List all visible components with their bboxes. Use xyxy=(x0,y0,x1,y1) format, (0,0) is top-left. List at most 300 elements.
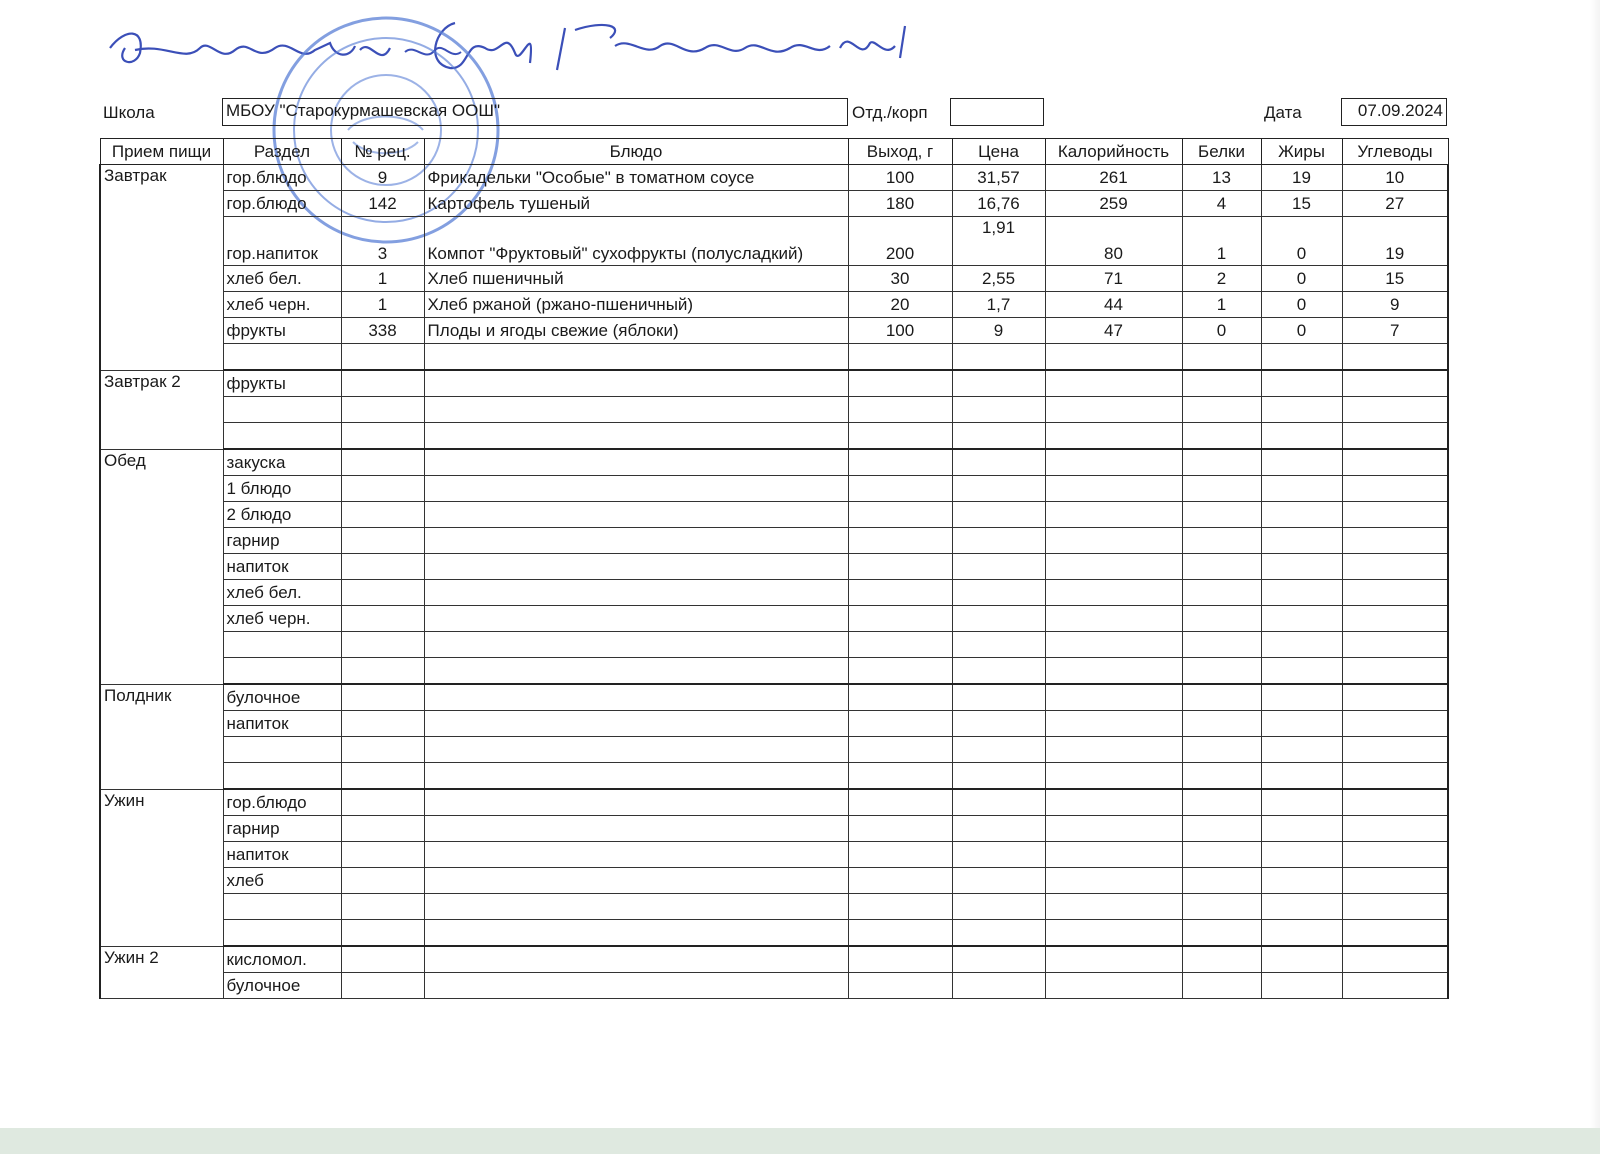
protein-cell xyxy=(1182,946,1261,973)
carbs-cell xyxy=(1342,344,1448,371)
section-cell: 2 блюдо xyxy=(223,502,341,528)
dept-field[interactable] xyxy=(950,98,1044,126)
yield-cell xyxy=(848,632,952,658)
protein-cell xyxy=(1182,423,1261,450)
fat-cell xyxy=(1261,606,1342,632)
recipe-cell: 9 xyxy=(341,165,424,191)
kcal-cell xyxy=(1045,502,1182,528)
kcal-cell xyxy=(1045,449,1182,476)
yield-cell: 100 xyxy=(848,165,952,191)
yield-cell xyxy=(848,397,952,423)
meal-name: Завтрак xyxy=(100,165,223,371)
dish-cell xyxy=(424,528,848,554)
recipe-cell: 1 xyxy=(341,266,424,292)
fat-cell xyxy=(1261,973,1342,999)
carbs-cell xyxy=(1342,528,1448,554)
protein-cell xyxy=(1182,920,1261,947)
yield-cell xyxy=(848,658,952,685)
section-cell: булочное xyxy=(223,684,341,711)
kcal-cell xyxy=(1045,711,1182,737)
kcal-cell xyxy=(1045,344,1182,371)
dish-cell xyxy=(424,449,848,476)
recipe-cell xyxy=(341,868,424,894)
dish-cell xyxy=(424,580,848,606)
fat-cell xyxy=(1261,816,1342,842)
table-row xyxy=(100,737,1448,763)
dish-cell xyxy=(424,894,848,920)
yield-cell: 20 xyxy=(848,292,952,318)
recipe-cell xyxy=(341,816,424,842)
col-header-recipe: № рец. xyxy=(341,139,424,165)
dish-cell xyxy=(424,816,848,842)
price-cell: 31,57 xyxy=(952,165,1045,191)
fat-cell xyxy=(1261,632,1342,658)
table-row xyxy=(100,397,1448,423)
kcal-cell xyxy=(1045,476,1182,502)
fat-cell xyxy=(1261,868,1342,894)
yield-cell xyxy=(848,370,952,397)
carbs-cell xyxy=(1342,711,1448,737)
meal-name: Завтрак 2 xyxy=(100,370,223,449)
dish-cell xyxy=(424,684,848,711)
section-cell: булочное xyxy=(223,973,341,999)
carbs-cell xyxy=(1342,894,1448,920)
dish-cell: Картофель тушеный xyxy=(424,191,848,217)
recipe-cell xyxy=(341,737,424,763)
yield-cell xyxy=(848,816,952,842)
fat-cell xyxy=(1261,397,1342,423)
section-cell xyxy=(223,397,341,423)
recipe-cell xyxy=(341,502,424,528)
fat-cell xyxy=(1261,737,1342,763)
col-header-fat: Жиры xyxy=(1261,139,1342,165)
dept-label: Отд./корп xyxy=(852,103,928,122)
date-label: Дата xyxy=(1264,103,1302,122)
table-row xyxy=(100,165,1448,191)
recipe-cell xyxy=(341,842,424,868)
yield-cell xyxy=(848,423,952,450)
protein-cell: 13 xyxy=(1182,165,1261,191)
recipe-cell xyxy=(341,397,424,423)
carbs-cell xyxy=(1342,842,1448,868)
fat-cell xyxy=(1261,920,1342,947)
dish-cell xyxy=(424,423,848,450)
table-row xyxy=(100,606,1448,632)
section-cell xyxy=(223,920,341,947)
yield-cell xyxy=(848,973,952,999)
recipe-cell xyxy=(341,632,424,658)
carbs-cell xyxy=(1342,554,1448,580)
fat-cell xyxy=(1261,476,1342,502)
table-row xyxy=(100,816,1448,842)
protein-cell xyxy=(1182,894,1261,920)
section-cell: фрукты xyxy=(223,370,341,397)
protein-cell xyxy=(1182,397,1261,423)
yield-cell xyxy=(848,737,952,763)
dish-cell xyxy=(424,476,848,502)
dish-cell xyxy=(424,789,848,816)
protein-cell xyxy=(1182,502,1261,528)
protein-cell xyxy=(1182,816,1261,842)
yield-cell xyxy=(848,946,952,973)
fat-cell xyxy=(1261,894,1342,920)
yield-cell xyxy=(848,868,952,894)
kcal-cell xyxy=(1045,423,1182,450)
table-row xyxy=(100,476,1448,502)
menu-table xyxy=(99,138,1449,999)
col-header-kcal: Калорийность xyxy=(1045,139,1182,165)
col-header-dish: Блюдо xyxy=(424,139,848,165)
carbs-cell xyxy=(1342,397,1448,423)
price-cell xyxy=(952,397,1045,423)
protein-cell: 4 xyxy=(1182,191,1261,217)
carbs-cell xyxy=(1342,946,1448,973)
yield-cell: 180 xyxy=(848,191,952,217)
carbs-cell: 10 xyxy=(1342,165,1448,191)
fat-cell xyxy=(1261,528,1342,554)
yield-cell: 200 xyxy=(848,217,952,266)
fat-cell xyxy=(1261,789,1342,816)
meal-name: Ужин 2 xyxy=(100,946,223,999)
yield-cell xyxy=(848,580,952,606)
col-header-protein: Белки xyxy=(1182,139,1261,165)
carbs-cell xyxy=(1342,449,1448,476)
director-signature xyxy=(105,8,925,88)
fat-cell xyxy=(1261,423,1342,450)
carbs-cell: 9 xyxy=(1342,292,1448,318)
protein-cell: 1 xyxy=(1182,292,1261,318)
recipe-cell xyxy=(341,789,424,816)
kcal-cell xyxy=(1045,763,1182,790)
section-cell: гор.блюдо xyxy=(223,191,341,217)
carbs-cell xyxy=(1342,606,1448,632)
kcal-cell xyxy=(1045,789,1182,816)
table-row xyxy=(100,711,1448,737)
dish-cell: Хлеб ржаной (ржано-пшеничный) xyxy=(424,292,848,318)
recipe-cell xyxy=(341,711,424,737)
kcal-cell xyxy=(1045,370,1182,397)
carbs-cell xyxy=(1342,789,1448,816)
kcal-cell: 261 xyxy=(1045,165,1182,191)
section-cell: напиток xyxy=(223,711,341,737)
price-cell xyxy=(952,894,1045,920)
carbs-cell: 7 xyxy=(1342,318,1448,344)
yield-cell xyxy=(848,554,952,580)
recipe-cell xyxy=(341,684,424,711)
yield-cell: 30 xyxy=(848,266,952,292)
fat-cell xyxy=(1261,842,1342,868)
price-cell xyxy=(952,632,1045,658)
recipe-cell xyxy=(341,920,424,947)
section-cell: закуска xyxy=(223,449,341,476)
protein-cell xyxy=(1182,632,1261,658)
dish-cell: Хлеб пшеничный xyxy=(424,266,848,292)
fat-cell xyxy=(1261,763,1342,790)
price-cell xyxy=(952,868,1045,894)
yield-cell xyxy=(848,763,952,790)
fat-cell xyxy=(1261,711,1342,737)
table-row xyxy=(100,763,1448,790)
price-cell xyxy=(952,658,1045,685)
table-row xyxy=(100,554,1448,580)
protein-cell xyxy=(1182,449,1261,476)
price-cell: 1,7 xyxy=(952,292,1045,318)
dish-cell xyxy=(424,711,848,737)
dish-cell xyxy=(424,370,848,397)
price-cell xyxy=(952,528,1045,554)
yield-cell xyxy=(848,476,952,502)
recipe-cell xyxy=(341,973,424,999)
section-cell xyxy=(223,423,341,450)
section-cell: фрукты xyxy=(223,318,341,344)
fat-cell: 19 xyxy=(1261,165,1342,191)
scan-edge-bottom xyxy=(0,1128,1600,1154)
section-cell: хлеб бел. xyxy=(223,266,341,292)
kcal-cell: 259 xyxy=(1045,191,1182,217)
price-cell xyxy=(952,973,1045,999)
kcal-cell xyxy=(1045,946,1182,973)
carbs-cell xyxy=(1342,973,1448,999)
table-row xyxy=(100,423,1448,450)
recipe-cell xyxy=(341,658,424,685)
yield-cell xyxy=(848,528,952,554)
section-cell xyxy=(223,737,341,763)
carbs-cell xyxy=(1342,868,1448,894)
dish-cell: Плоды и ягоды свежие (яблоки) xyxy=(424,318,848,344)
empty-meal-groups xyxy=(100,370,1448,999)
fat-cell: 0 xyxy=(1261,266,1342,292)
protein-cell xyxy=(1182,476,1261,502)
col-header-yield: Выход, г xyxy=(848,139,952,165)
table-row xyxy=(100,684,1448,711)
price-cell xyxy=(952,580,1045,606)
dish-cell xyxy=(424,868,848,894)
fat-cell xyxy=(1261,580,1342,606)
recipe-cell xyxy=(341,476,424,502)
fat-cell xyxy=(1261,554,1342,580)
protein-cell xyxy=(1182,658,1261,685)
table-row xyxy=(100,502,1448,528)
table-header-row xyxy=(100,139,1448,165)
protein-cell xyxy=(1182,711,1261,737)
section-cell xyxy=(223,344,341,371)
fat-cell: 0 xyxy=(1261,217,1342,266)
table-row xyxy=(100,370,1448,397)
section-cell xyxy=(223,763,341,790)
dish-cell xyxy=(424,763,848,790)
recipe-cell: 3 xyxy=(341,217,424,266)
col-header-section: Раздел xyxy=(223,139,341,165)
dish-cell: Компот "Фруктовый" сухофрукты (полусладкий) xyxy=(424,217,848,266)
fat-cell xyxy=(1261,370,1342,397)
price-cell xyxy=(952,711,1045,737)
table-row xyxy=(100,842,1448,868)
carbs-cell xyxy=(1342,658,1448,685)
price-cell xyxy=(952,920,1045,947)
table-row xyxy=(100,580,1448,606)
recipe-cell xyxy=(341,528,424,554)
carbs-cell xyxy=(1342,423,1448,450)
yield-cell xyxy=(848,606,952,632)
table-row xyxy=(100,789,1448,816)
section-cell xyxy=(223,658,341,685)
carbs-cell xyxy=(1342,920,1448,947)
kcal-cell: 44 xyxy=(1045,292,1182,318)
dish-cell xyxy=(424,920,848,947)
section-cell: гор.блюдо xyxy=(223,789,341,816)
recipe-cell xyxy=(341,894,424,920)
dish-cell xyxy=(424,946,848,973)
carbs-cell xyxy=(1342,580,1448,606)
table-row xyxy=(100,920,1448,947)
price-cell xyxy=(952,476,1045,502)
protein-cell xyxy=(1182,370,1261,397)
date-field[interactable]: 07.09.2024 xyxy=(1341,98,1447,126)
table-row xyxy=(100,632,1448,658)
meal-name: Обед xyxy=(100,449,223,684)
scan-edge-right xyxy=(1590,0,1600,1154)
kcal-cell: 47 xyxy=(1045,318,1182,344)
yield-cell xyxy=(848,894,952,920)
recipe-cell xyxy=(341,554,424,580)
kcal-cell xyxy=(1045,894,1182,920)
price-cell xyxy=(952,370,1045,397)
protein-cell: 2 xyxy=(1182,266,1261,292)
protein-cell xyxy=(1182,842,1261,868)
kcal-cell xyxy=(1045,816,1182,842)
carbs-cell xyxy=(1342,816,1448,842)
fat-cell: 0 xyxy=(1261,292,1342,318)
fat-cell: 0 xyxy=(1261,318,1342,344)
carbs-cell: 15 xyxy=(1342,266,1448,292)
yield-cell xyxy=(848,344,952,371)
table-row xyxy=(100,266,1448,292)
kcal-cell xyxy=(1045,842,1182,868)
kcal-cell xyxy=(1045,737,1182,763)
kcal-cell xyxy=(1045,868,1182,894)
protein-cell xyxy=(1182,789,1261,816)
section-cell: гор.блюдо xyxy=(223,165,341,191)
recipe-cell: 1 xyxy=(341,292,424,318)
yield-cell xyxy=(848,684,952,711)
dish-cell xyxy=(424,344,848,371)
recipe-cell xyxy=(341,946,424,973)
dish-cell xyxy=(424,658,848,685)
price-cell xyxy=(952,684,1045,711)
protein-cell xyxy=(1182,868,1261,894)
kcal-cell xyxy=(1045,632,1182,658)
yield-cell xyxy=(848,711,952,737)
kcal-cell xyxy=(1045,920,1182,947)
price-cell xyxy=(952,502,1045,528)
dish-cell xyxy=(424,397,848,423)
section-cell: гор.напиток xyxy=(223,217,341,266)
table-row xyxy=(100,191,1448,217)
price-cell xyxy=(952,554,1045,580)
protein-cell xyxy=(1182,763,1261,790)
table-row xyxy=(100,868,1448,894)
carbs-cell xyxy=(1342,502,1448,528)
recipe-cell: 338 xyxy=(341,318,424,344)
recipe-cell xyxy=(341,344,424,371)
carbs-cell xyxy=(1342,763,1448,790)
protein-cell xyxy=(1182,580,1261,606)
protein-cell xyxy=(1182,684,1261,711)
protein-cell xyxy=(1182,737,1261,763)
price-cell xyxy=(952,842,1045,868)
kcal-cell: 71 xyxy=(1045,266,1182,292)
price-cell: 9 xyxy=(952,318,1045,344)
price-cell: 2,55 xyxy=(952,266,1045,292)
protein-cell xyxy=(1182,344,1261,371)
kcal-cell xyxy=(1045,580,1182,606)
meal-name: Ужин xyxy=(100,789,223,946)
dish-cell xyxy=(424,632,848,658)
fat-cell xyxy=(1261,946,1342,973)
yield-cell xyxy=(848,789,952,816)
school-label: Школа xyxy=(103,103,155,122)
dish-cell xyxy=(424,842,848,868)
price-cell xyxy=(952,816,1045,842)
protein-cell xyxy=(1182,973,1261,999)
recipe-cell: 142 xyxy=(341,191,424,217)
col-header-carbs: Углеводы xyxy=(1342,139,1448,165)
dish-cell: Фрикадельки "Особые" в томатном соусе xyxy=(424,165,848,191)
carbs-cell xyxy=(1342,632,1448,658)
price-cell xyxy=(952,763,1045,790)
section-cell: хлеб черн. xyxy=(223,606,341,632)
yield-cell xyxy=(848,502,952,528)
section-cell: кисломол. xyxy=(223,946,341,973)
table-row xyxy=(100,658,1448,685)
carbs-cell xyxy=(1342,476,1448,502)
section-cell: хлеб бел. xyxy=(223,580,341,606)
protein-cell: 0 xyxy=(1182,318,1261,344)
table-row xyxy=(100,217,1448,266)
dish-cell xyxy=(424,606,848,632)
fat-cell: 15 xyxy=(1261,191,1342,217)
dish-cell xyxy=(424,973,848,999)
fat-cell xyxy=(1261,658,1342,685)
kcal-cell xyxy=(1045,606,1182,632)
section-cell: гарнир xyxy=(223,816,341,842)
table-row xyxy=(100,449,1448,476)
yield-cell xyxy=(848,842,952,868)
kcal-cell xyxy=(1045,973,1182,999)
table-row xyxy=(100,973,1448,999)
col-header-price: Цена xyxy=(952,139,1045,165)
table-row xyxy=(100,318,1448,344)
carbs-cell: 27 xyxy=(1342,191,1448,217)
price-cell xyxy=(952,789,1045,816)
table-row xyxy=(100,292,1448,318)
price-cell: 16,76 xyxy=(952,191,1045,217)
school-field[interactable]: МБОУ "Старокурмашевская ООШ" xyxy=(222,98,848,126)
carbs-cell: 19 xyxy=(1342,217,1448,266)
protein-cell xyxy=(1182,554,1261,580)
kcal-cell xyxy=(1045,528,1182,554)
kcal-cell xyxy=(1045,397,1182,423)
section-cell: хлеб черн. xyxy=(223,292,341,318)
recipe-cell xyxy=(341,763,424,790)
carbs-cell xyxy=(1342,684,1448,711)
col-header-meal: Прием пищи xyxy=(100,139,223,165)
kcal-cell xyxy=(1045,554,1182,580)
kcal-cell xyxy=(1045,658,1182,685)
section-cell: 1 блюдо xyxy=(223,476,341,502)
table-row xyxy=(100,344,1448,371)
kcal-cell xyxy=(1045,684,1182,711)
